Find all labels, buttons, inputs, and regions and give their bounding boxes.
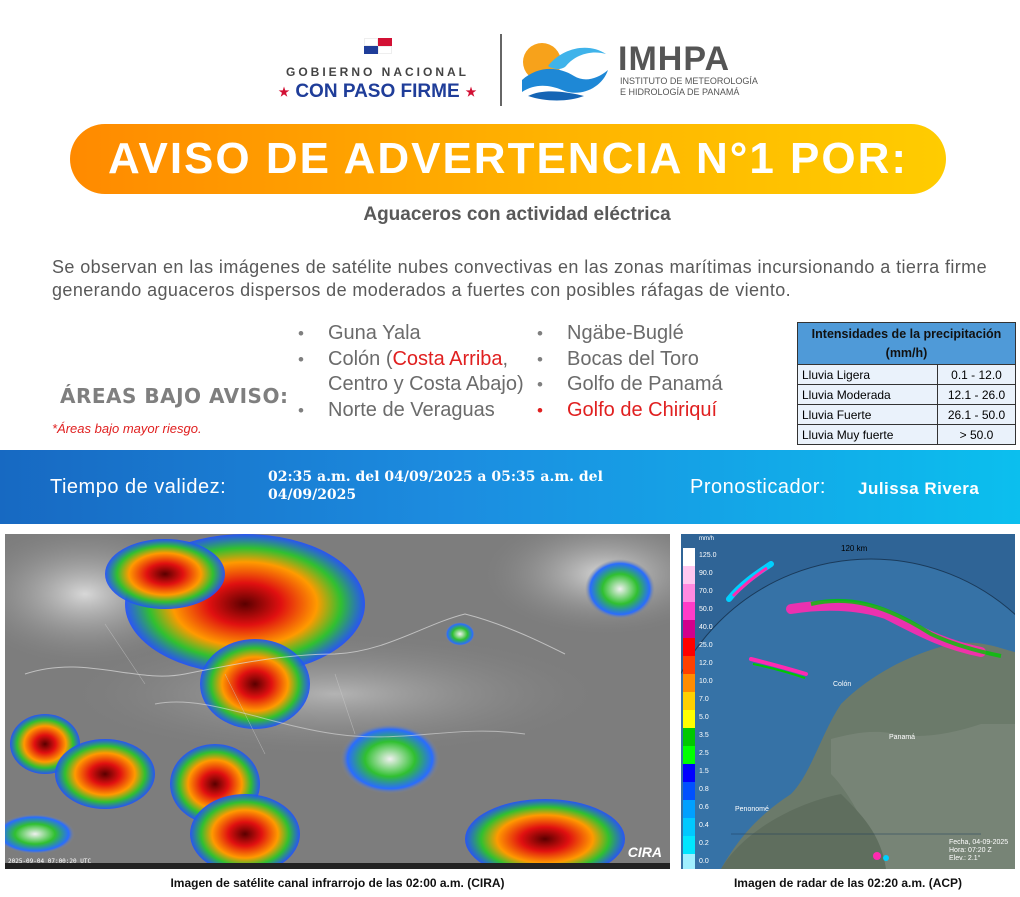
forecaster-label: Pronosticador: (690, 476, 826, 498)
radar-map-graphic (681, 534, 1015, 869)
scale-label: 90.0 (699, 570, 713, 577)
scale-step (681, 836, 723, 854)
scale-swatch (683, 656, 695, 674)
scale-swatch (683, 854, 695, 869)
warning-description: Se observan en las imágenes de satélite nubes convectivas en las zonas marítimas incursionando a tierra firme generando aguaceros dispersos de moderados a fuertes con posibles ráfagas de viento. (52, 257, 987, 300)
scale-step (681, 548, 723, 566)
scale-label: 0.2 (699, 840, 709, 847)
scale-swatch (683, 692, 695, 710)
scale-label: 12.0 (699, 660, 713, 667)
satellite-image (5, 534, 670, 869)
validity-times: 02:35 a.m. del 04/09/2025 a 05:35 a.m. del 04/09/2025 (268, 469, 603, 503)
scale-step (681, 566, 723, 584)
scale-step (681, 800, 723, 818)
scale-swatch (683, 728, 695, 746)
imhpa-sub-line1: INSTITUTO DE METEOROLOGÍA (620, 76, 758, 86)
scale-label: 125.0 (699, 552, 717, 559)
satellite-clouds-graphic (5, 534, 670, 869)
intensity-table-title: Intensidades de la precipitación (mm/h) (798, 323, 1016, 365)
radar-elevation: Elev.: 2.1° (949, 855, 981, 862)
scale-swatch (683, 548, 695, 566)
panama-flag-icon (364, 38, 392, 54)
intensity-label: Lluvia Fuerte (798, 405, 938, 425)
areas-list-1 (296, 321, 536, 423)
risk-note: *Áreas bajo mayor riesgo. (52, 421, 202, 436)
imhpa-logo-icon (518, 36, 610, 102)
scale-label: 7.0 (699, 696, 709, 703)
scale-label: 2.5 (699, 750, 709, 757)
scale-step (681, 710, 723, 728)
gobierno-main-text: ★ CON PASO FIRME ★ (278, 81, 477, 102)
city-label: Panamá (889, 734, 916, 741)
scale-step (681, 746, 723, 764)
scale-step (681, 854, 723, 869)
area-item-text: Colón ( (328, 347, 393, 370)
scale-swatch (683, 638, 695, 656)
scale-label: 5.0 (699, 714, 709, 721)
scale-swatch (683, 818, 695, 836)
scale-swatch (683, 836, 695, 854)
satellite-caption: Imagen de satélite canal infrarrojo de las 02:00 a.m. (CIRA) (170, 876, 505, 890)
table-row (798, 405, 1016, 425)
table-row (798, 365, 1016, 385)
areas-list-2 (535, 321, 775, 423)
area-item-text: , Centro y Costa Abajo) (328, 347, 524, 395)
areas-label: ÁREAS BAJO AVISO: (60, 384, 289, 408)
scale-step (681, 764, 723, 782)
scale-step (681, 818, 723, 836)
scale-swatch (683, 782, 695, 800)
scale-label: 40.0 (699, 624, 713, 631)
area-item: • Guna Yala (296, 321, 536, 347)
intensity-value: 12.1 - 26.0 (938, 385, 1016, 405)
scale-step (681, 782, 723, 800)
scale-step (681, 728, 723, 746)
scale-swatch (683, 566, 695, 584)
radar-time: Hora: 07:20 Z (949, 847, 992, 854)
intensity-value: 0.1 - 12.0 (938, 365, 1016, 385)
logo-divider (500, 34, 502, 106)
area-item-high-risk: Costa Arriba (392, 347, 503, 370)
area-item: • Norte de Veraguas (296, 398, 536, 424)
header-logos (0, 30, 1020, 110)
scale-label: 1.5 (699, 768, 709, 775)
scale-swatch (683, 620, 695, 638)
cira-logo: CIRA (627, 844, 662, 860)
warning-subtitle: Aguaceros con actividad eléctrica (363, 204, 671, 225)
scale-step (681, 674, 723, 692)
satellite-timestamp: 2025-09-04 07:00:20 UTC (8, 858, 92, 865)
intensity-label: Lluvia Ligera (798, 365, 938, 385)
scale-swatch (683, 746, 695, 764)
warning-banner (70, 124, 946, 194)
scale-swatch (683, 800, 695, 818)
scale-label: 0.0 (699, 858, 709, 865)
intensity-label: Lluvia Muy fuerte (798, 425, 938, 445)
radar-date: Fecha, 04-09-2025 (949, 839, 1009, 846)
area-item-high-risk: • Golfo de Chiriquí (535, 398, 775, 424)
area-item: • Ngäbe-Buglé (535, 321, 775, 347)
area-item: • Golfo de Panamá (535, 372, 775, 398)
scale-label: 50.0 (699, 606, 713, 613)
area-item (296, 347, 536, 398)
scale-swatch (683, 674, 695, 692)
table-row (798, 385, 1016, 405)
scale-label: 0.4 (699, 822, 709, 829)
scale-label: 0.8 (699, 786, 709, 793)
scale-label: 25.0 (699, 642, 713, 649)
validity-label: Tiempo de validez: (50, 476, 227, 498)
intensity-value: > 50.0 (938, 425, 1016, 445)
scale-swatch (683, 764, 695, 782)
radar-image (681, 534, 1015, 869)
city-label: Penonomé (735, 806, 769, 813)
scale-swatch (683, 602, 695, 620)
scale-label: 3.5 (699, 732, 709, 739)
radar-info (949, 839, 1008, 863)
intensity-value: 26.1 - 50.0 (938, 405, 1016, 425)
radar-color-scale (681, 548, 723, 869)
radar-caption: Imagen de radar de las 02:20 a.m. (ACP) (733, 876, 963, 890)
scale-step (681, 692, 723, 710)
forecaster-name: Julissa Rivera (858, 479, 980, 498)
gobierno-top-text: GOBIERNO NACIONAL (286, 65, 469, 79)
area-item: • Bocas del Toro (535, 347, 775, 373)
intensity-label: Lluvia Moderada (798, 385, 938, 405)
radar-range-label: 120 km (841, 544, 868, 553)
scale-step (681, 620, 723, 638)
gobierno-logo (270, 38, 485, 103)
radar-unit: mm/h (699, 536, 714, 542)
imhpa-sub-line2: E HIDROLOGÍA DE PANAMÁ (620, 87, 740, 97)
scale-swatch (683, 584, 695, 602)
imhpa-title: IMHPA (618, 40, 731, 78)
gobierno-slogan: CON PASO FIRME (295, 81, 460, 102)
scale-swatch (683, 710, 695, 728)
banner-title: AVISO DE ADVERTENCIA N°1 POR: (107, 134, 909, 183)
scale-label: 0.6 (699, 804, 709, 811)
scale-label: 10.0 (699, 678, 713, 685)
scale-step (681, 602, 723, 620)
scale-step (681, 656, 723, 674)
table-row (798, 425, 1016, 445)
intensity-table (797, 322, 1016, 445)
imhpa-subtitle (620, 76, 790, 98)
scale-step (681, 584, 723, 602)
city-label: Colón (833, 681, 852, 688)
scale-step (681, 638, 723, 656)
scale-label: 70.0 (699, 588, 713, 595)
